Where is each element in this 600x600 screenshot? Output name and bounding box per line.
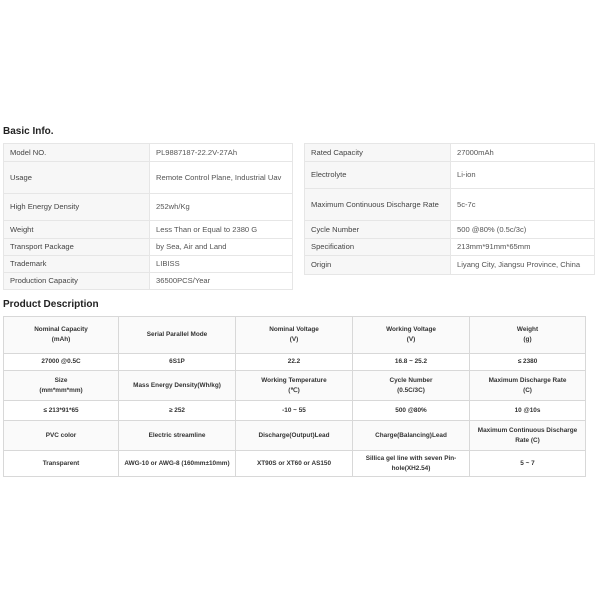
cell-line: PVC color [45,431,77,439]
spec-header-cell [353,317,470,354]
cell-line: ≤ 2380 [517,358,538,366]
cell-line: Size [54,376,68,384]
cell-line: Discharge(Output)Lead [258,431,330,439]
spec-header-cell [470,317,586,354]
basic-info-row [4,162,293,194]
spec-label: Cycle Number [305,221,451,239]
spec-value-cell [470,354,586,371]
spec-header-row [4,421,586,451]
spec-value: Li-ion [451,162,595,189]
spec-value: Remote Control Plane, Industrial Uav [150,162,293,194]
spec-value-cell [353,451,470,477]
spec-header-cell [4,317,119,354]
cell-line: Serial Parallel Mode [146,331,208,339]
product-description-title: Product Description [3,299,99,310]
spec-value: by Sea, Air and Land [150,239,293,256]
spec-value: Less Than or Equal to 2380 G [150,221,293,239]
spec-label: Rated Capacity [305,144,451,162]
cell-line: (C) [523,386,532,394]
cell-line: 27000 @0.5C [41,358,81,366]
spec-label: Electrolyte [305,162,451,189]
spec-value-cell [119,451,236,477]
cell-line: XT90S or XT60 or AS150 [257,459,331,467]
basic-info-row [4,273,293,290]
cell-line: 5 ~ 7 [520,459,535,467]
basic-info-left-table [3,143,293,290]
cell-line: Maximum Continuous Discharge [477,426,578,434]
spec-value: 213mm*91mm*65mm [451,239,595,256]
cell-line: (V) [406,336,416,343]
cell-line: Cycle Number [389,376,433,384]
basic-info-row [4,144,293,162]
cell-line: Charge(Balancing)Lead [375,431,447,439]
spec-header-cell [353,371,470,401]
cell-line: AWG-10 or AWG-8 (160mm±10mm) [124,459,230,467]
basic-info-row [305,189,595,221]
cell-line: (℃) [288,386,300,394]
basic-info-row [305,256,595,275]
spec-value-cell [236,451,353,477]
cell-line: Mass Energy Density(Wh/kg) [133,381,221,389]
cell-line: Working Temperature [261,376,327,384]
spec-label: Production Capacity [4,273,150,290]
spec-value-cell [470,401,586,421]
cell-line: Nominal Voltage [269,326,319,334]
spec-value: LIBISS [150,256,293,273]
cell-line: ≤ 213*91*65 [43,406,79,414]
spec-header-cell [119,371,236,401]
spec-header-row [4,317,586,354]
spec-header-cell [119,421,236,451]
cell-line: Electric streamline [148,431,206,439]
spec-header-cell [470,421,586,451]
spec-value-cell [4,354,119,371]
spec-value-row [4,401,586,421]
spec-header-cell [470,371,586,401]
spec-label: Specification [305,239,451,256]
spec-label: Origin [305,256,451,275]
cell-line: 500 @80% [395,406,427,414]
cell-line: ≥ 252 [169,406,185,414]
cell-line: 16.8 ~ 25.2 [394,358,428,366]
basic-info-row [305,221,595,239]
spec-value-cell [119,401,236,421]
spec-value-row [4,451,586,477]
cell-line: (mAh) [51,336,71,343]
cell-line: Sillica gel line with seven Pin- [365,454,457,462]
cell-line: Rate (C) [515,436,540,444]
spec-label: Weight [4,221,150,239]
spec-header-cell [119,317,236,354]
spec-value: 5c-7c [451,189,595,221]
basic-info-title: Basic Info. [3,126,54,137]
spec-value: 27000mAh [451,144,595,162]
basic-info-row [305,239,595,256]
spec-value: 36500PCS/Year [150,273,293,290]
product-description-table [3,316,586,477]
cell-line: Working Voltage [386,326,436,334]
spec-label: Maximum Continuous Discharge Rate [305,189,451,221]
spec-value-cell [470,451,586,477]
spec-value-cell [236,354,353,371]
spec-value-cell [119,354,236,371]
spec-label: Model NO. [4,144,150,162]
basic-info-row [305,162,595,189]
cell-line: 6S1P [169,358,185,366]
spec-value-cell [4,401,119,421]
spec-header-cell [236,317,353,354]
spec-header-cell [236,421,353,451]
spec-value: 500 @80% (0.5c/3c) [451,221,595,239]
spec-value-cell [236,401,353,421]
cell-line: 22.2 [287,358,301,366]
spec-header-cell [353,421,470,451]
spec-value: Liyang City, Jiangsu Province, China [451,256,595,275]
spec-header-cell [4,371,119,401]
spec-header-row [4,371,586,401]
spec-value-cell [353,401,470,421]
spec-value-cell [4,451,119,477]
spec-value: PL9887187-22.2V-27Ah [150,144,293,162]
spec-value-row [4,354,586,371]
basic-info-right-table [304,143,595,275]
spec-value-cell [353,354,470,371]
spec-label: Trademark [4,256,150,273]
basic-info-row [4,239,293,256]
spec-value: 252wh/Kg [150,194,293,221]
cell-line: 10 @10s [514,406,541,414]
cell-line: (0.5C/3C) [397,386,425,394]
spec-label: Transport Package [4,239,150,256]
cell-line: -10 ~ 55 [282,406,306,414]
spec-label: High Energy Density [4,194,150,221]
cell-line: (g) [523,336,532,343]
spec-label: Usage [4,162,150,194]
spec-header-cell [236,371,353,401]
basic-info-row [4,221,293,239]
basic-info-row [4,194,293,221]
cell-line: Maximum Discharge Rate [488,376,567,384]
cell-line: Transparent [42,459,80,467]
cell-line: Weight [516,326,539,334]
spec-header-cell [4,421,119,451]
cell-line: Nominal Capacity [34,326,88,334]
cell-line: (mm*mm*mm) [39,386,83,394]
cell-line: hole(XH2.54) [391,464,431,472]
basic-info-row [305,144,595,162]
basic-info-row [4,256,293,273]
cell-line: (V) [289,336,299,343]
